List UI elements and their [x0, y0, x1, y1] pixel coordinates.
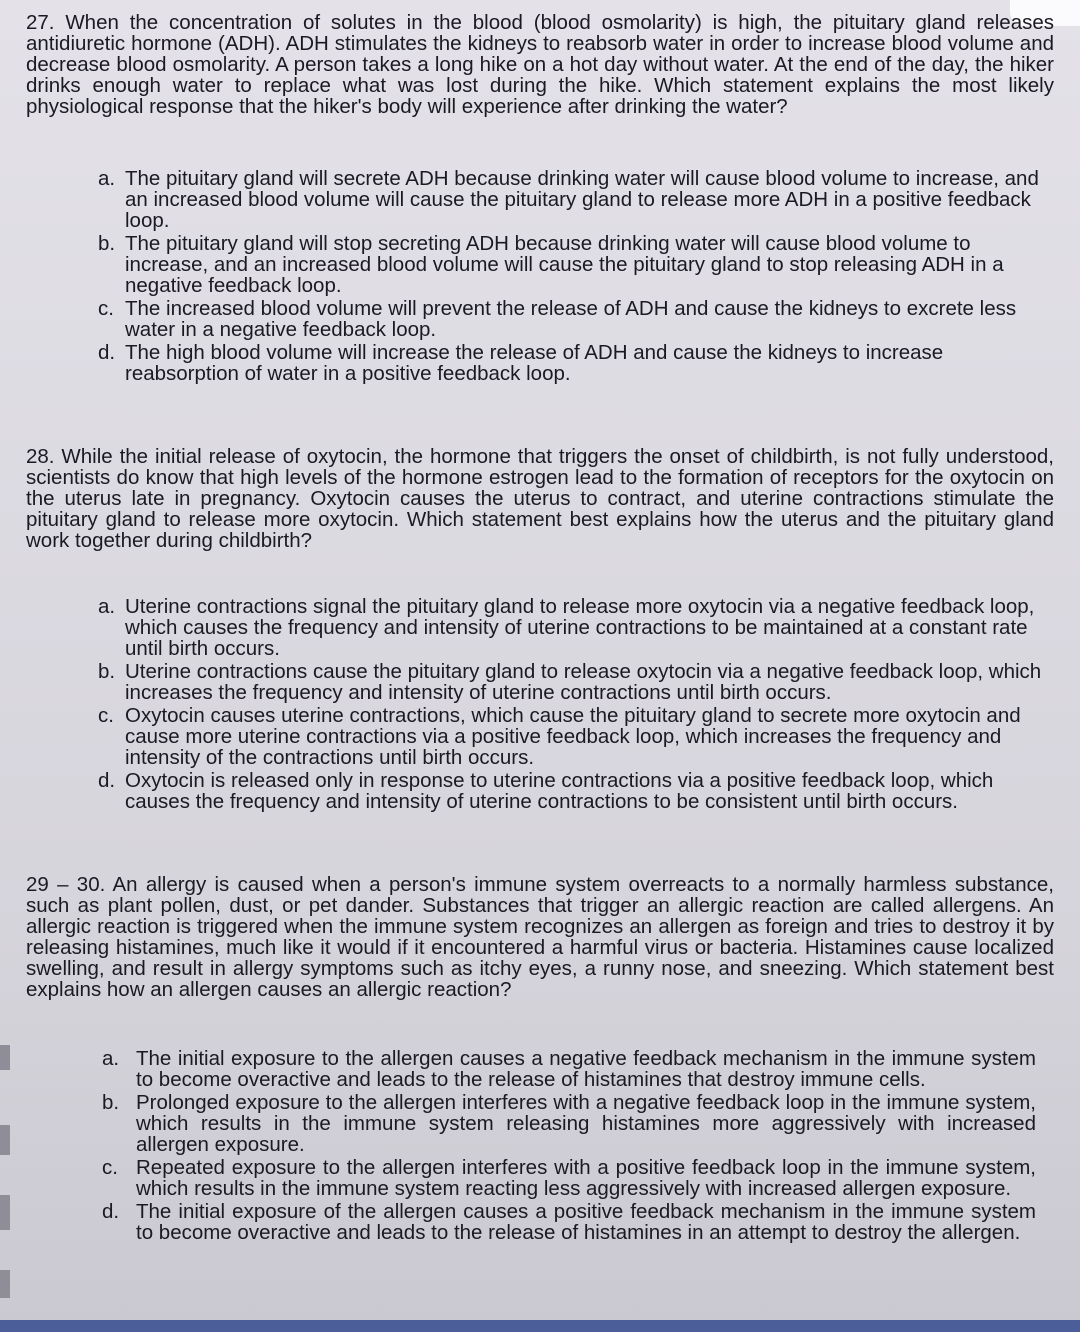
question-29-30-stem: 29 – 30. An allergy is caused when a person's immune system overreacts to a normally harmless substance, such as plant pollen, dust, or pet dander. Substances that trigger an allergic reaction are called allergens. An allergic reaction is triggered when the immune system recognizes an allergen as foreign and tries to destroy it by releasing histamines, much like it would if it encountered a harmful virus or bacteria. Histamines cause localized swelling, and result in allergy symptoms such as itchy eyes, a runny nose, and sneezing. Which statement best explains how an allergen causes an allergic reaction?: [26, 873, 1054, 1001]
answer-option[interactable]: [98, 1201, 1036, 1243]
answer-option[interactable]: [98, 168, 1054, 231]
answer-option[interactable]: [98, 661, 1044, 703]
edge-shadow: [0, 1270, 10, 1298]
answer-option[interactable]: [98, 342, 1054, 384]
answer-option[interactable]: [98, 1157, 1036, 1199]
answer-option[interactable]: [98, 1048, 1036, 1090]
option-letter: d.: [98, 769, 116, 792]
bottom-edge-band: [0, 1320, 1080, 1332]
option-letter: b.: [102, 1091, 120, 1114]
question-29-30-options: [98, 1048, 1036, 1245]
edge-shadow: [0, 1195, 10, 1230]
answer-option[interactable]: [98, 596, 1044, 659]
option-letter: c.: [102, 1156, 118, 1179]
option-text: Oxytocin is released only in response to uterine contractions via a positive feedback loop, which causes the frequency and intensity of uterine contractions to be consistent until birth occurs.: [125, 769, 994, 813]
option-letter: b.: [98, 232, 116, 255]
edge-shadow: [0, 1045, 10, 1070]
answer-option[interactable]: [98, 770, 1044, 812]
option-letter: a.: [102, 1047, 120, 1070]
option-letter: b.: [98, 660, 116, 683]
answer-option[interactable]: [98, 705, 1044, 768]
question-27-stem: 27. When the concentration of solutes in the blood (blood osmolarity) is high, the pituitary gland releases antidiuretic hormone (ADH). ADH stimulates the kidneys to reabsorb water in order to increase blood volume and decrease blood osmolarity. A person takes a long hike on a hot day without water. At the end of the day, the hiker drinks enough water to replace what was lost during the hike. Which statement explains the most likely physiological response that the hiker's body will experience after drinking the water?: [26, 11, 1054, 118]
option-text: Oxytocin causes uterine contractions, which cause the pituitary gland to secrete more oxytocin and cause more uterine contractions via a positive feedback loop, which increases the frequency and intensity of the contractions until birth occurs.: [125, 704, 1021, 769]
option-text: The increased blood volume will prevent the release of ADH and cause the kidneys to excrete less water in a negative feedback loop.: [125, 297, 1017, 341]
option-letter: c.: [98, 297, 114, 320]
option-text: Uterine contractions cause the pituitary gland to release oxytocin via a negative feedback loop, which increases the frequency and intensity of uterine contractions until birth occurs.: [125, 660, 1042, 704]
question-27-options: [98, 168, 1054, 386]
answer-option[interactable]: [98, 233, 1054, 296]
option-text: Uterine contractions signal the pituitary gland to release more oxytocin via a negative feedback loop, which causes the frequency and intensity of uterine contractions to be maintained at a constant rate until birth occurs.: [125, 595, 1035, 660]
answer-option[interactable]: [98, 1092, 1036, 1155]
option-letter: a.: [98, 595, 116, 618]
question-28-stem: 28. While the initial release of oxytocin, the hormone that triggers the onset of childbirth, is not fully understood, scientists do know that high levels of the hormone estrogen lead to the formation of receptors for the oxytocin on the uterus late in pregnancy. Oxytocin causes the uterus to contract, and uterine contractions stimulate the pituitary gland to release more oxytocin. Which statement best explains how the uterus and the pituitary gland work together during childbirth?: [26, 445, 1054, 552]
option-text: The pituitary gland will secrete ADH because drinking water will cause blood volume to increase, and an increased blood volume will cause the pituitary gland to release more ADH in a positive feedback loop.: [125, 167, 1039, 232]
option-text: The initial exposure of the allergen causes a positive feedback mechanism in the immune system to become overactive and leads to the release of histamines in an attempt to destroy the allergen.: [136, 1200, 1036, 1244]
answer-option[interactable]: [98, 298, 1054, 340]
option-text: The pituitary gland will stop secreting ADH because drinking water will cause blood volume to increase, and an increased blood volume will cause the pituitary gland to stop releasing ADH in a negative feedback loop.: [125, 232, 1004, 297]
option-letter: c.: [98, 704, 114, 727]
edge-shadow: [0, 1125, 10, 1155]
option-letter: d.: [98, 341, 116, 364]
option-text: Prolonged exposure to the allergen interferes with a negative feedback loop in the immune system, which results in the immune system releasing histamines more aggressively with increased allergen exposure.: [136, 1091, 1036, 1156]
option-text: The initial exposure to the allergen causes a negative feedback mechanism in the immune system to become overactive and leads to the release of histamines that destroy immune cells.: [136, 1047, 1036, 1091]
option-letter: a.: [98, 167, 116, 190]
question-28-options: [98, 596, 1044, 814]
option-letter: d.: [102, 1200, 120, 1223]
option-text: The high blood volume will increase the release of ADH and cause the kidneys to increase reabsorption of water in a positive feedback loop.: [125, 341, 944, 385]
option-text: Repeated exposure to the allergen interferes with a positive feedback loop in the immune system, which results in the immune system reacting less aggressively with increased allergen exposure.: [136, 1156, 1036, 1200]
